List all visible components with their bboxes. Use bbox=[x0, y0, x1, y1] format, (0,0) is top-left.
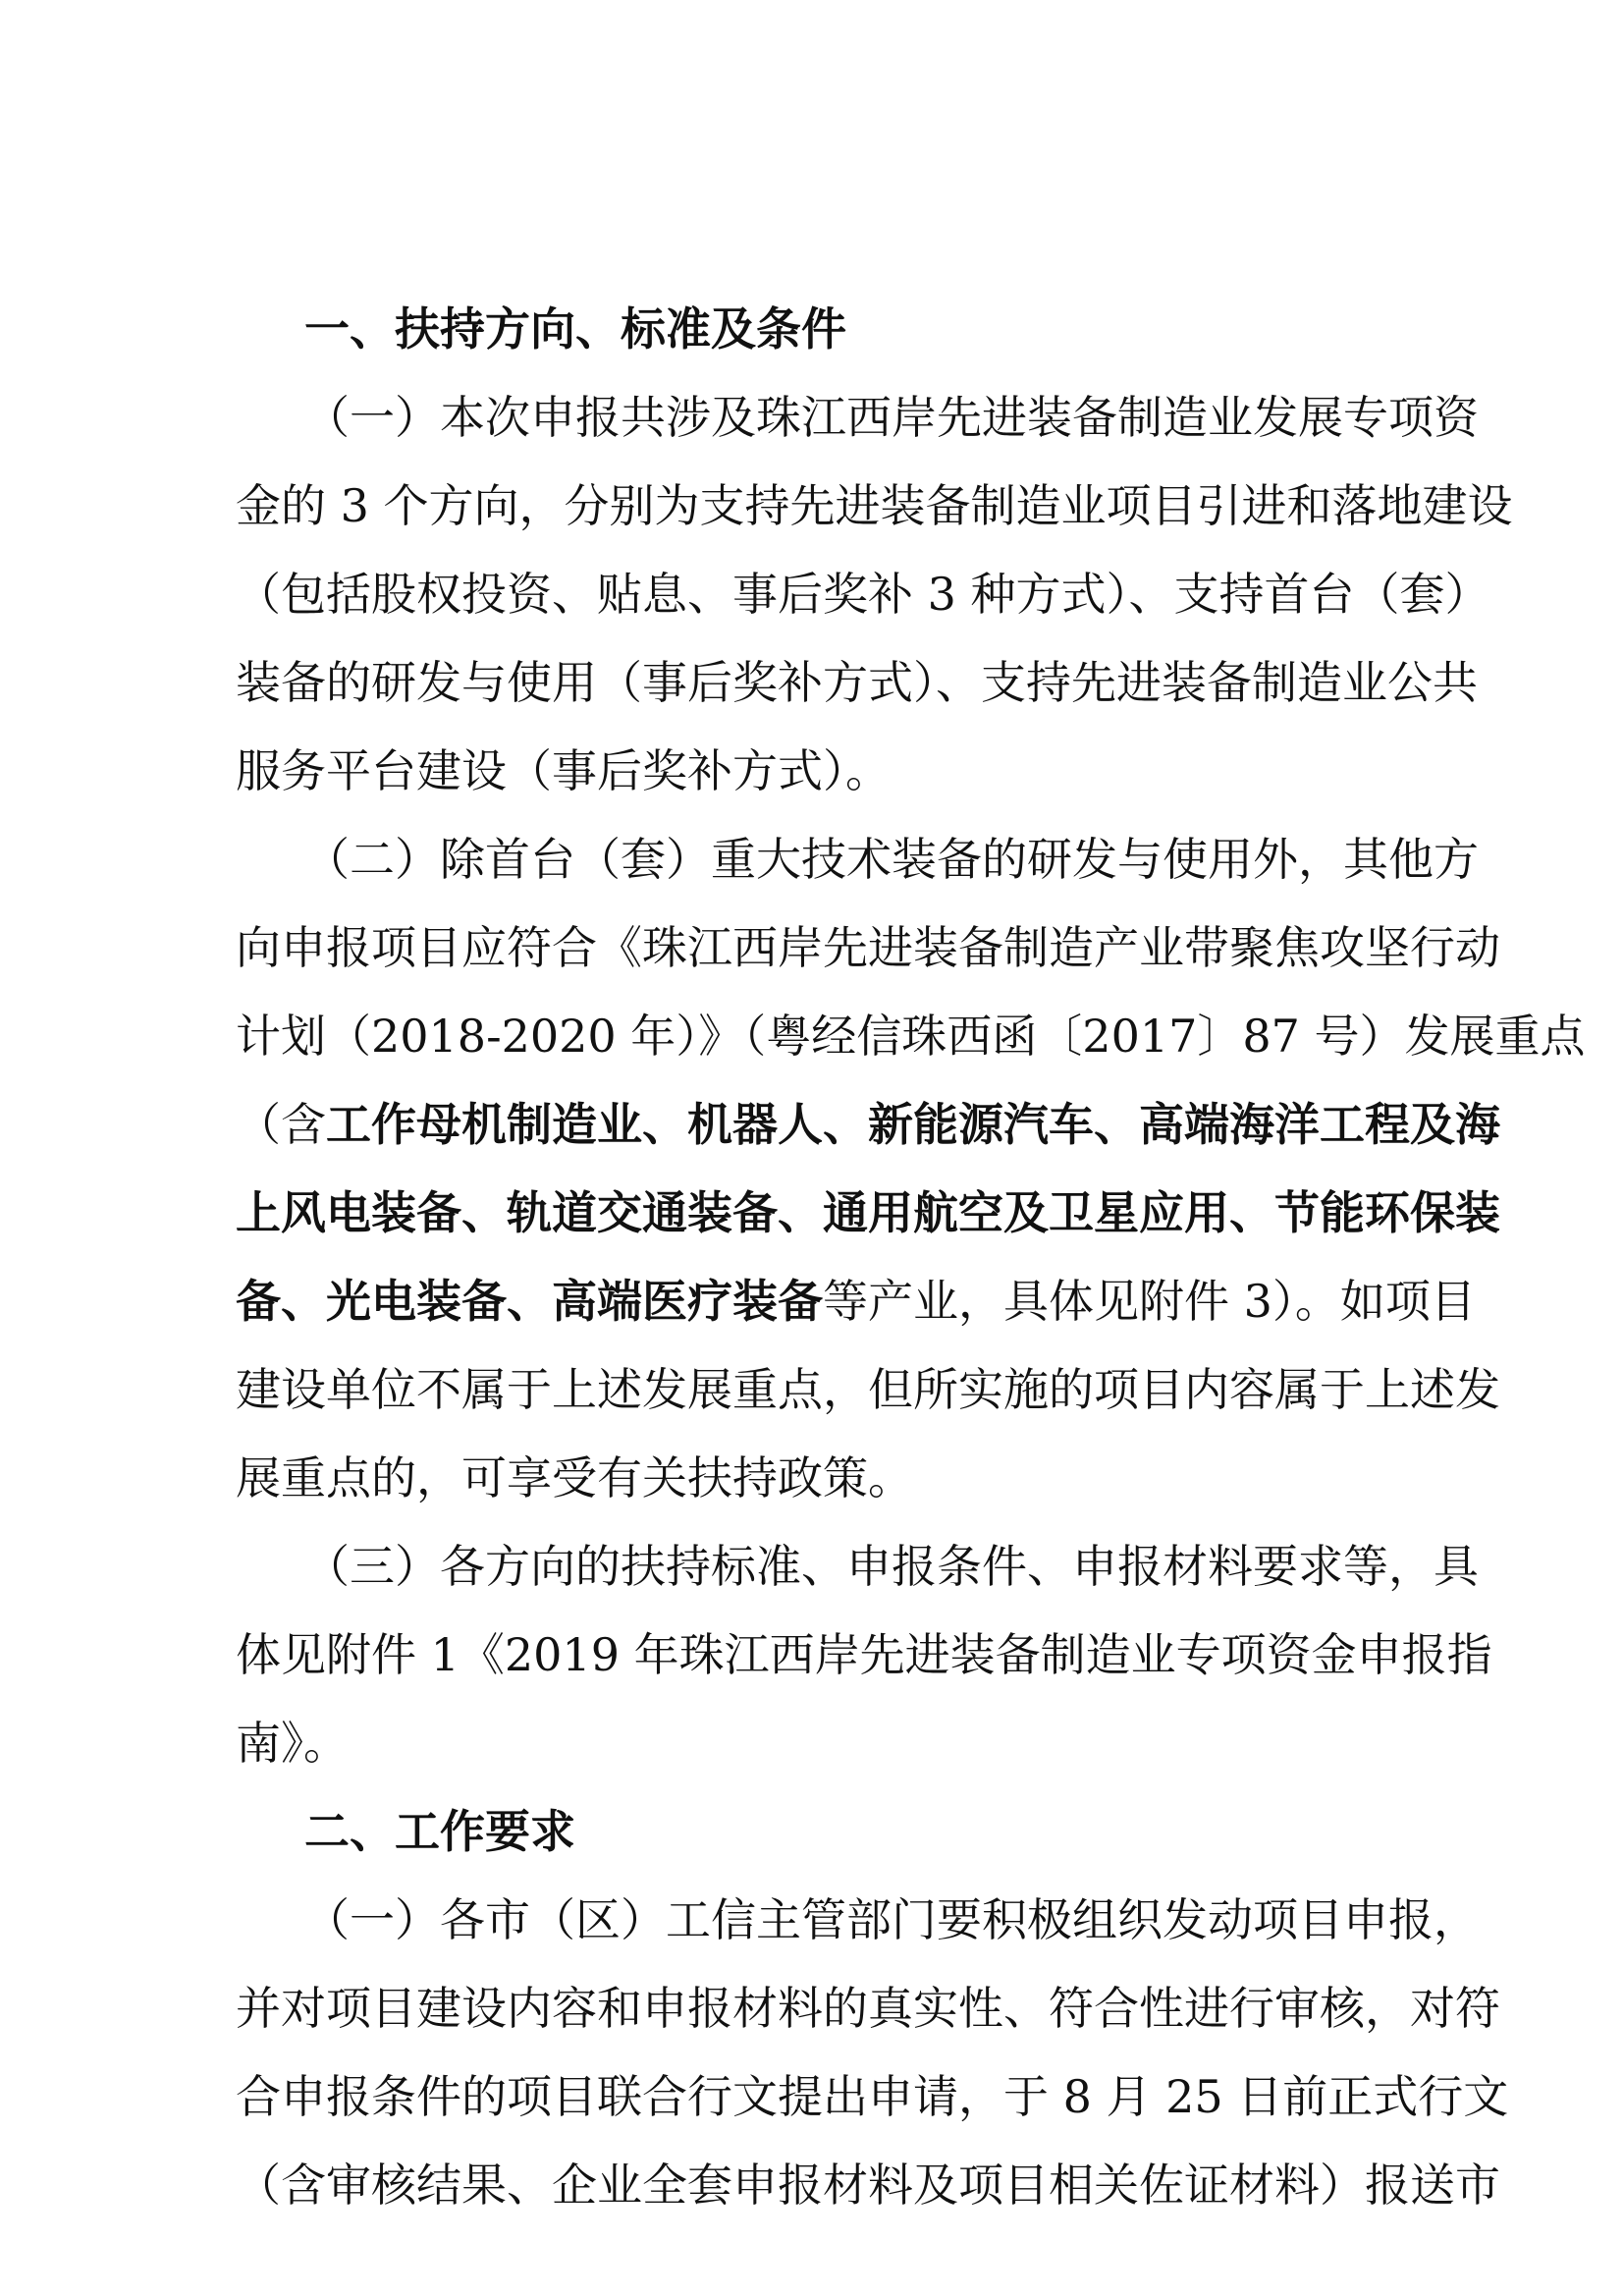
bold-industry-text: 备、光电装备、高端医疗装备 bbox=[236, 1275, 823, 1328]
paragraph-line: 并对项目建设内容和申报材料的真实性、符合性进行审核，对符 bbox=[236, 1982, 1500, 2035]
paragraph-line: （三）各方向的扶持标准、申报条件、申报材料要求等，具 bbox=[304, 1540, 1479, 1593]
paragraph-line: （一）各市（区）工信主管部门要积极组织发动项目申报， bbox=[304, 1893, 1479, 1946]
paragraph-line: 展重点的，可享受有关扶持政策。 bbox=[236, 1451, 913, 1504]
paragraph-line: 服务平台建设（事后奖补方式）。 bbox=[236, 744, 891, 797]
paragraph-line: 金的 3 个方向，分别为支持先进装备制造业项目引进和落地建设 bbox=[236, 479, 1513, 532]
paragraph-line: 向申报项目应符合《珠江西岸先进装备制造产业带聚焦攻坚行动 bbox=[236, 921, 1500, 974]
paragraph-line: （二）除首台（套）重大技术装备的研发与使用外，其他方 bbox=[304, 833, 1479, 886]
paragraph-line: 计划（2018-2020 年）》（粤经信珠西函〔2017〕87 号）发展重点 bbox=[236, 1010, 1586, 1063]
paragraph-line: （包括股权投资、贴息、事后奖补 3 种方式）、支持首台（套） bbox=[236, 568, 1490, 621]
paragraph-line: 建设单位不属于上述发展重点，但所实施的项目内容属于上述发 bbox=[236, 1363, 1500, 1416]
paragraph-line bbox=[236, 1095, 1500, 1154]
paragraph-line bbox=[236, 1272, 1476, 1331]
section-heading-2: 二、工作要求 bbox=[304, 1805, 575, 1858]
paragraph-text: （含 bbox=[236, 1098, 326, 1151]
paragraph-line: （一）本次申报共涉及珠江西岸先进装备制造业发展专项资 bbox=[304, 391, 1479, 444]
paragraph-line: （含审核结果、企业全套申报材料及项目相关佐证材料）报送市 bbox=[236, 2159, 1500, 2212]
paragraph-line: 南》。 bbox=[236, 1717, 349, 1770]
paragraph-line: 装备的研发与使用（事后奖补方式）、支持先进装备制造业公共 bbox=[236, 656, 1478, 709]
bold-industry-text: 工作母机制造业、机器人、新能源汽车、高端海洋工程及海 bbox=[326, 1098, 1500, 1151]
bold-industry-line: 上风电装备、轨道交通装备、通用航空及卫星应用、节能环保装 bbox=[236, 1186, 1500, 1239]
paragraph-line: 体见附件 1《2019 年珠江西岸先进装备制造业专项资金申报指 bbox=[236, 1628, 1492, 1681]
paragraph-text: 等产业，具体见附件 3）。如项目 bbox=[823, 1275, 1476, 1328]
paragraph-line: 合申报条件的项目联合行文提出申请，于 8 月 25 日前正式行文 bbox=[236, 2070, 1509, 2123]
section-heading-1: 一、扶持方向、标准及条件 bbox=[304, 302, 846, 355]
